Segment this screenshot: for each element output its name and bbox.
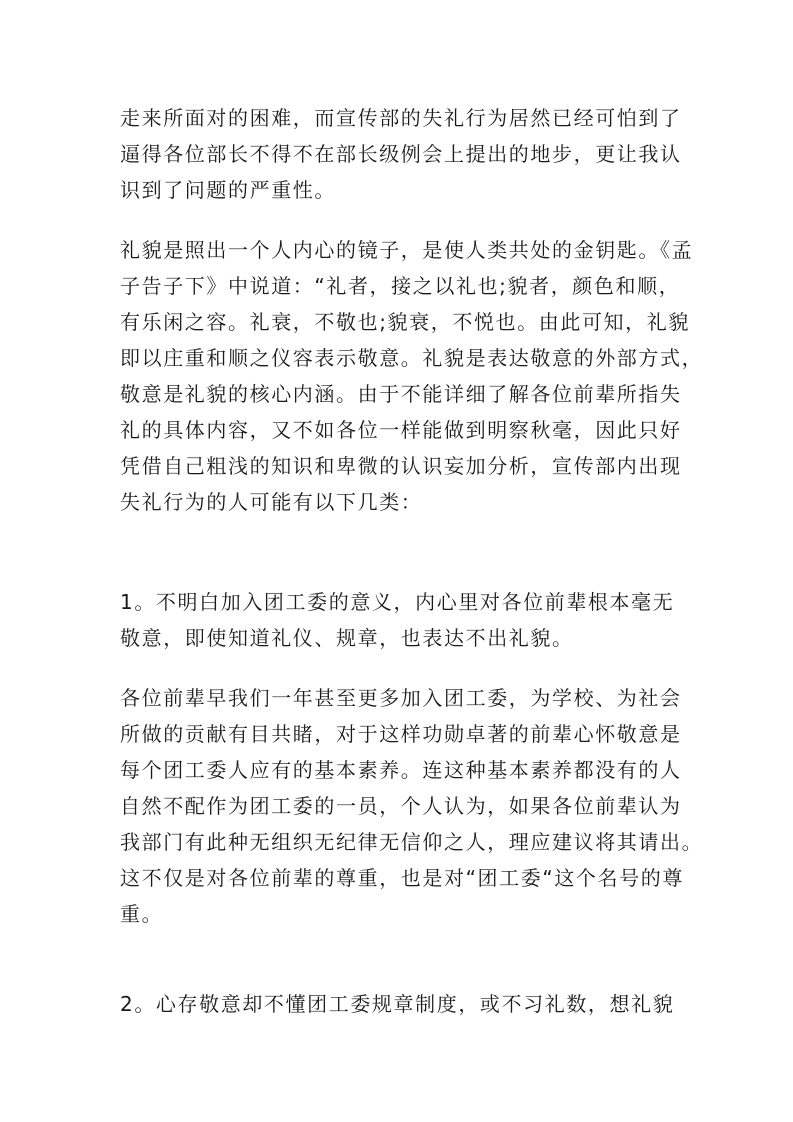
paragraph-line: 礼貌是照出一个人内心的镜子，是使人类共处的金钥匙。《孟 [120, 238, 694, 262]
paragraph-line: 所做的贡献有目共睹，对于这样功勋卓著的前辈心怀敬意是 [120, 722, 682, 746]
paragraph-line: 1。不明白加入团工委的意义，内心里对各位前辈根本毫无 [120, 590, 675, 614]
paragraph-line: 走来所面对的困难，而宣传部的失礼行为居然已经可怕到了 [120, 106, 682, 130]
paragraph-line: 逼得各位部长不得不在部长级例会上提出的地步，更让我认 [120, 142, 682, 166]
paragraph-line: 自然不配作为团工委的一员，个人认为，如果各位前辈认为 [120, 794, 682, 818]
paragraph-line: 每个团工委人应有的基本素养。连这种基本素养都没有的人 [120, 758, 682, 782]
paragraph-line: 这不仅是对各位前辈的尊重，也是对“团工委“这个名号的尊 [120, 866, 684, 890]
paragraph-line: 有乐闲之容。礼衰，不敬也;貌衰，不悦也。由此可知，礼貌 [120, 310, 690, 334]
paragraph-line: 敬意，即使知道礼仪、规章，也表达不出礼貌。 [120, 626, 574, 650]
paragraph-1 [120, 100, 680, 208]
paragraph-line: 礼的具体内容，又不如各位一样能做到明察秋毫，因此只好 [120, 418, 682, 442]
paragraph-line: 重。 [120, 902, 164, 926]
paragraph-line: 敬意是礼貌的核心内涵。由于不能详细了解各位前辈所指失 [120, 382, 682, 406]
paragraph-line: 识到了问题的严重性。 [120, 178, 336, 202]
paragraph-5 [120, 986, 680, 1022]
paragraph-line: 我部门有此种无组织无纪律无信仰之人，理应建议将其请出。 [120, 830, 704, 854]
paragraph-line: 凭借自己粗浅的知识和卑微的认识妄加分析，宣传部内出现 [120, 454, 682, 478]
paragraph-line: 2。心存敬意却不懂团工委规章制度，或不习礼数，想礼貌 [120, 992, 675, 1016]
paragraph-line: 各位前辈早我们一年甚至更多加入团工委，为学校、为社会 [120, 686, 682, 710]
paragraph-line: 即以庄重和顺之仪容表示敬意。礼貌是表达敬意的外部方式， [120, 346, 704, 370]
paragraph-3 [120, 584, 680, 656]
paragraph-4 [120, 680, 704, 932]
paragraph-line: 失礼行为的人可能有以下几类： [120, 490, 423, 514]
paragraph-2 [120, 232, 704, 520]
paragraph-line: 子告子下》中说道：“礼者，接之以礼也;貌者，颜色和顺， [120, 274, 681, 298]
